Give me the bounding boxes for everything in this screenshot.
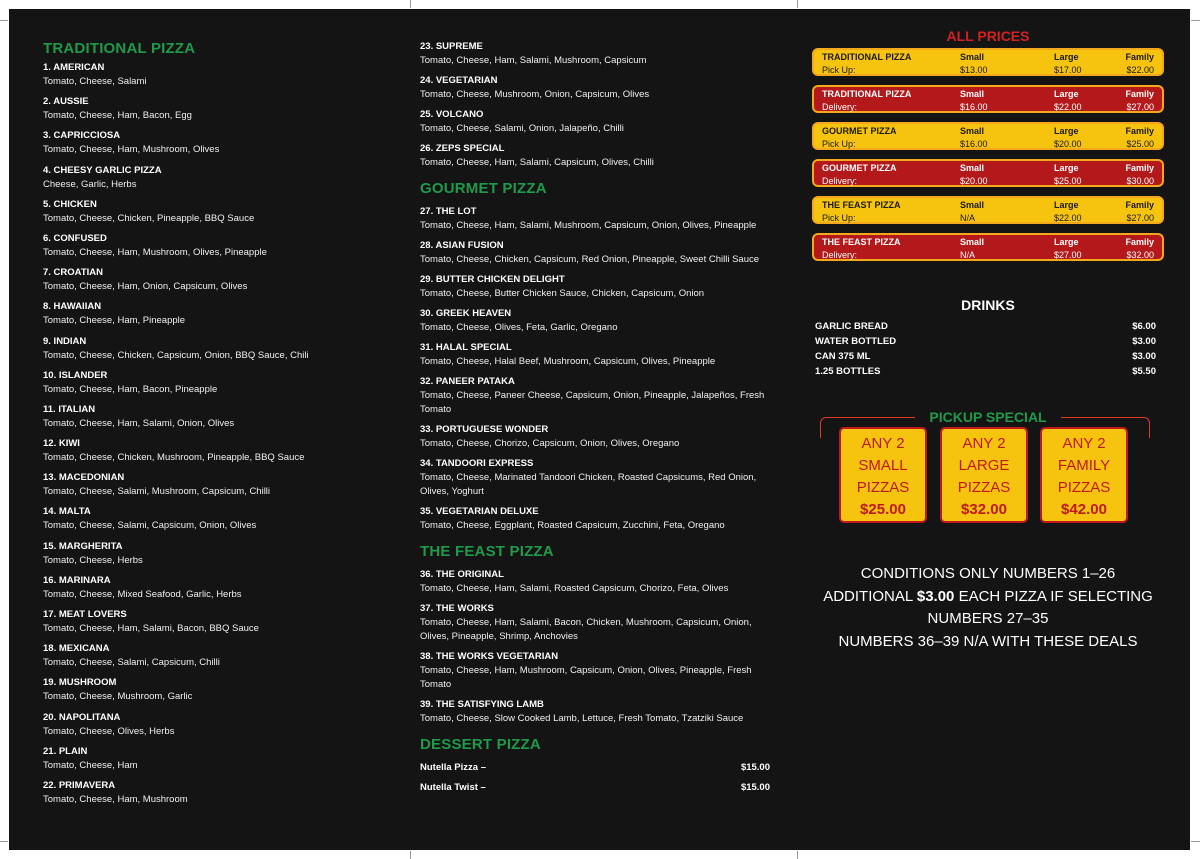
size-family-label: Family <box>1125 237 1154 247</box>
drink-name: CAN 375 ML <box>815 351 871 362</box>
menu-item <box>43 574 373 608</box>
pizza-name: 22. PRIMAVERA <box>43 779 116 791</box>
pizza-name: 32. PANEER PATAKA <box>420 376 515 387</box>
menu-item <box>43 95 373 129</box>
crop-mark <box>797 0 798 8</box>
pickup-deal-card <box>940 427 1028 523</box>
pizza-name: 17. MEAT LOVERS <box>43 609 127 620</box>
price-small: N/A <box>960 250 976 260</box>
size-small-label: Small <box>960 163 985 173</box>
price-family: $27.00 <box>1126 102 1154 112</box>
price-family: $32.00 <box>1126 250 1154 260</box>
deal-price: $32.00 <box>961 501 1007 518</box>
price-row-header <box>822 199 1154 212</box>
price-small: $20.00 <box>960 176 988 186</box>
pizza-ingredients: Tomato, Cheese, Salami, Capsicum, Chilli <box>43 657 220 669</box>
pizza-ingredients: Tomato, Cheese, Mixed Seafood, Garlic, Herbs <box>43 588 242 600</box>
menu-item <box>420 698 770 726</box>
pizza-ingredients: Tomato, Cheese, Chicken, Capsicum, Onion, BBQ Sauce, Chili <box>43 349 309 361</box>
dessert-item <box>420 761 770 775</box>
pizza-ingredients: Tomato, Cheese, Ham, Salami, Capsicum, Olives, Chilli <box>420 157 654 168</box>
pizza-name: 38. THE WORKS VEGETARIAN <box>420 651 559 662</box>
pizza-name: 21. PLAIN <box>43 745 88 757</box>
pizza-ingredients: Tomato, Cheese, Chicken, Capsicum, Red Onion, Pineapple, Sweet Chilli Sauce <box>420 254 760 265</box>
menu-item <box>43 437 373 471</box>
pizza-name: 36. THE ORIGINAL <box>420 569 504 580</box>
size-small-label: Small <box>960 52 985 62</box>
pizza-name: 11. ITALIAN <box>43 403 96 415</box>
drink-price: $6.00 <box>1132 321 1156 332</box>
price-box <box>812 85 1164 113</box>
price-row-values <box>822 249 1154 262</box>
menu-item <box>43 300 373 334</box>
menu-item <box>43 129 373 163</box>
crop-mark <box>0 20 8 21</box>
pizza-ingredients: Tomato, Cheese, Salami, Capsicum, Onion, Olives <box>43 520 257 532</box>
menu-item <box>420 142 770 170</box>
pizza-name: 35. VEGETARIAN DELUXE <box>420 506 539 517</box>
pizza-ingredients: Tomato, Cheese, Ham, Salami, Bacon, BBQ Sauce <box>43 623 259 634</box>
order-mode: Pick Up: <box>822 65 856 75</box>
menu-item <box>43 266 373 300</box>
pizza-name: 25. VOLCANO <box>420 109 484 120</box>
size-large-label: Large <box>1054 237 1079 247</box>
price-row-header <box>822 125 1154 138</box>
size-family-label: Family <box>1125 89 1154 99</box>
deal-line: SMALL <box>858 457 908 474</box>
order-mode: Pick Up: <box>822 213 856 223</box>
pickup-deal-card <box>1040 427 1128 523</box>
menu-item <box>43 232 373 266</box>
price-row-header <box>822 88 1154 101</box>
deal-line: PIZZAS <box>1057 479 1111 496</box>
size-large-label: Large <box>1054 163 1079 173</box>
order-mode: Delivery: <box>822 250 858 260</box>
pizza-ingredients: Tomato, Cheese, Marinated Tandoori Chicken, Roasted Capsicums, Red Onion, Olives, Yoghurt <box>420 472 757 497</box>
deal-conditions <box>812 563 1164 653</box>
pizza-ingredients: Tomato, Cheese, Butter Chicken Sauce, Chicken, Capsicum, Onion <box>420 288 705 299</box>
pizza-ingredients: Tomato, Cheese, Chorizo, Capsicum, Onion, Olives, Oregano <box>420 438 680 449</box>
pizza-ingredients: Tomato, Cheese, Chicken, Mushroom, Pineapple, BBQ Sauce <box>43 452 305 464</box>
price-row-values <box>822 64 1154 77</box>
pizza-ingredients: Tomato, Cheese, Ham, Mushroom, Olives <box>43 144 220 156</box>
pizza-ingredients: Tomato, Cheese, Ham, Mushroom <box>43 793 188 805</box>
price-small: $16.00 <box>960 139 988 149</box>
price-box <box>812 196 1164 224</box>
pizza-ingredients: Tomato, Cheese, Herbs <box>43 554 143 566</box>
menu-item <box>43 711 373 745</box>
menu-item <box>420 505 770 533</box>
pizza-category: TRADITIONAL PIZZA <box>822 52 912 62</box>
order-mode: Delivery: <box>822 176 858 186</box>
pizza-ingredients: Tomato, Cheese, Ham, Salami, Bacon, Chicken, Mushroom, Capsicum, Onion, Olives, Pineapple, Shrimp, Anchovies <box>420 617 752 642</box>
price-small: $13.00 <box>960 65 988 75</box>
drink-price: $5.50 <box>1132 366 1156 377</box>
price-row-header <box>822 236 1154 249</box>
price-row-values <box>822 138 1154 151</box>
drink-price: $3.00 <box>1132 336 1156 347</box>
drink-name: 1.25 BOTTLES <box>815 366 881 377</box>
drink-name: WATER BOTTLED <box>815 336 897 347</box>
traditional-list-continued <box>420 40 770 170</box>
conditions-line: NUMBERS 27–35 <box>927 610 1049 627</box>
crop-mark <box>0 841 8 842</box>
size-large-label: Large <box>1054 52 1079 62</box>
pizza-name: 37. THE WORKS <box>420 603 494 614</box>
menu-item <box>420 341 770 369</box>
deal-line: PIZZAS <box>856 479 910 496</box>
pizza-name: 13. MACEDONIAN <box>43 472 125 484</box>
price-large: $22.00 <box>1054 213 1082 223</box>
pizza-name: 4. CHEESY GARLIC PIZZA <box>43 164 162 176</box>
price-table <box>812 48 1164 261</box>
pizza-ingredients: Tomato, Cheese, Salami <box>43 76 147 87</box>
deal-line: ANY 2 <box>962 435 1006 452</box>
dessert-name: Nutella Pizza – <box>420 762 486 773</box>
menu-item <box>420 239 770 267</box>
size-small-label: Small <box>960 89 985 99</box>
price-large: $25.00 <box>1054 176 1082 186</box>
pizza-name: 24. VEGETARIAN <box>420 75 498 86</box>
pizza-ingredients: Tomato, Cheese, Olives, Feta, Garlic, Oregano <box>420 322 618 333</box>
pizza-name: 31. HALAL SPECIAL <box>420 342 512 353</box>
drink-item <box>812 349 1164 364</box>
dessert-price: $15.00 <box>740 762 770 773</box>
pizza-ingredients: Tomato, Cheese, Ham, Salami, Mushroom, Capsicum, Onion, Olives, Pineapple <box>420 220 757 231</box>
pizza-ingredients: Tomato, Cheese, Chicken, Pineapple, BBQ Sauce <box>43 212 255 224</box>
menu-item <box>420 650 770 692</box>
pizza-name: 2. AUSSIE <box>43 96 89 108</box>
price-box <box>812 159 1164 187</box>
pizza-name: 19. MUSHROOM <box>43 677 117 689</box>
size-family-label: Family <box>1125 163 1154 173</box>
section-title-dessert: DESSERT PIZZA <box>420 736 541 753</box>
pizza-ingredients: Tomato, Cheese, Ham <box>43 759 138 771</box>
dessert-name: Nutella Twist – <box>420 782 486 793</box>
price-large: $20.00 <box>1054 139 1082 149</box>
pizza-name: 18. MEXICANA <box>43 643 110 655</box>
dessert-price: $15.00 <box>740 782 770 793</box>
dessert-item <box>420 781 770 795</box>
pizza-ingredients: Tomato, Cheese, Halal Beef, Mushroom, Capsicum, Olives, Pineapple <box>420 356 716 367</box>
size-family-label: Family <box>1125 200 1154 210</box>
menu-item <box>420 602 770 644</box>
pizza-name: 12. KIWI <box>43 438 80 450</box>
pizza-name: 34. TANDOORI EXPRESS <box>420 458 534 469</box>
size-family-label: Family <box>1125 126 1154 136</box>
pizza-ingredients: Tomato, Cheese, Ham, Salami, Mushroom, Capsicum <box>420 55 647 66</box>
order-mode: Pick Up: <box>822 139 856 149</box>
menu-item <box>420 375 770 417</box>
feast-list <box>420 568 770 726</box>
pizza-name: 14. MALTA <box>43 506 91 518</box>
price-box <box>812 48 1164 76</box>
deal-line: ANY 2 <box>861 435 905 452</box>
menu-item <box>43 779 373 813</box>
menu-item <box>43 745 373 779</box>
price-box <box>812 122 1164 150</box>
order-mode: Delivery: <box>822 102 858 112</box>
price-large: $17.00 <box>1054 65 1082 75</box>
pizza-ingredients: Tomato, Cheese, Ham, Mushroom, Capsicum, Onion, Olives, Pineapple, Fresh Tomato <box>420 665 752 690</box>
price-large: $27.00 <box>1054 250 1082 260</box>
deal-price: $42.00 <box>1061 501 1107 518</box>
traditional-column <box>43 40 373 813</box>
crop-mark <box>797 851 798 859</box>
menu-item <box>420 307 770 335</box>
conditions-line: ADDITIONAL $3.00 EACH PIZZA IF SELECTING <box>823 587 1153 605</box>
pizza-ingredients: Tomato, Cheese, Slow Cooked Lamb, Lettuce, Fresh Tomato, Tzatziki Sauce <box>420 713 744 724</box>
size-small-label: Small <box>960 237 985 247</box>
drink-item <box>812 334 1164 349</box>
conditions-line: CONDITIONS ONLY NUMBERS 1–26 <box>860 565 1116 582</box>
menu-item <box>43 540 373 574</box>
pizza-ingredients: Tomato, Cheese, Ham, Pineapple <box>43 315 186 327</box>
price-row-values <box>822 101 1154 114</box>
pizza-ingredients: Tomato, Cheese, Mushroom, Garlic <box>43 691 193 703</box>
size-family-label: Family <box>1125 52 1154 62</box>
deal-line: PIZZAS <box>957 479 1011 496</box>
size-small-label: Small <box>960 126 985 136</box>
drinks-list <box>812 319 1164 379</box>
price-box <box>812 233 1164 261</box>
middle-column <box>420 40 770 801</box>
drink-item <box>812 319 1164 334</box>
price-family: $22.00 <box>1126 65 1154 75</box>
drinks-title: DRINKS <box>961 297 1015 313</box>
pizza-name: 33. PORTUGUESE WONDER <box>420 424 549 435</box>
drink-item <box>812 364 1164 379</box>
menu-item <box>420 40 770 68</box>
pizza-ingredients: Tomato, Cheese, Salami, Onion, Jalapeño, Chilli <box>420 123 624 134</box>
deal-line: FAMILY <box>1057 457 1111 474</box>
menu-item <box>420 74 770 102</box>
pizza-ingredients: Tomato, Cheese, Ham, Mushroom, Olives, Pineapple <box>43 246 267 258</box>
pizza-name: 9. INDIAN <box>43 335 87 347</box>
prices-column <box>812 28 1164 653</box>
drink-name: GARLIC BREAD <box>815 321 888 332</box>
pizza-name: 6. CONFUSED <box>43 232 107 244</box>
pizza-name: 10. ISLANDER <box>43 369 108 381</box>
price-large: $22.00 <box>1054 102 1082 112</box>
menu-item <box>420 205 770 233</box>
pizza-ingredients: Tomato, Cheese, Eggplant, Roasted Capsicum, Zucchini, Feta, Oregano <box>420 520 725 531</box>
deal-price: $25.00 <box>860 501 906 518</box>
pizza-name: 39. THE SATISFYING LAMB <box>420 699 544 710</box>
pizza-name: 5. CHICKEN <box>43 198 97 210</box>
pizza-name: 15. MARGHERITA <box>43 540 123 552</box>
pizza-ingredients: Tomato, Cheese, Ham, Salami, Onion, Olives <box>43 417 235 429</box>
menu-item <box>43 642 373 676</box>
price-row-header <box>822 162 1154 175</box>
price-small: $16.00 <box>960 102 988 112</box>
traditional-list <box>43 61 373 813</box>
price-family: $25.00 <box>1126 139 1154 149</box>
gourmet-list <box>420 205 770 533</box>
section-title-traditional: TRADITIONAL PIZZA <box>43 40 196 57</box>
size-large-label: Large <box>1054 200 1079 210</box>
pizza-name: 28. ASIAN FUSION <box>420 240 504 251</box>
pizza-ingredients: Tomato, Cheese, Mushroom, Onion, Capsicum, Olives <box>420 89 650 100</box>
menu-item <box>420 423 770 451</box>
menu-item <box>43 608 373 642</box>
pizza-ingredients: Tomato, Cheese, Paneer Cheese, Capsicum, Onion, Pineapple, Jalapeños, Fresh Tomato <box>420 390 765 415</box>
pizza-name: 7. CROATIAN <box>43 267 103 279</box>
price-family: $27.00 <box>1126 213 1154 223</box>
all-prices-title: ALL PRICES <box>946 28 1030 44</box>
menu-item <box>420 108 770 136</box>
menu-item <box>43 164 373 198</box>
pizza-name: 27. THE LOT <box>420 206 477 217</box>
pizza-name: 26. ZEPS SPECIAL <box>420 143 505 154</box>
pizza-name: 1. AMERICAN <box>43 62 105 73</box>
conditions-line: NUMBERS 36–39 N/A WITH THESE DEALS <box>838 632 1138 650</box>
menu-item <box>43 471 373 505</box>
menu-item <box>43 403 373 437</box>
pizza-ingredients: Tomato, Cheese, Ham, Bacon, Pineapple <box>43 383 218 395</box>
pizza-ingredients: Tomato, Cheese, Ham, Bacon, Egg <box>43 110 192 122</box>
size-small-label: Small <box>960 200 985 210</box>
section-title-feast: THE FEAST PIZZA <box>420 543 554 560</box>
pizza-name: 29. BUTTER CHICKEN DELIGHT <box>420 274 565 285</box>
pizza-category: GOURMET PIZZA <box>822 163 897 173</box>
menu-item <box>420 457 770 499</box>
pizza-category: GOURMET PIZZA <box>822 126 897 136</box>
pizza-category: THE FEAST PIZZA <box>822 237 901 247</box>
pizza-category: THE FEAST PIZZA <box>822 200 901 210</box>
pizza-name: 23. SUPREME <box>420 41 483 52</box>
menu-item <box>420 273 770 301</box>
pickup-special <box>812 411 1164 531</box>
pizza-name: 16. MARINARA <box>43 574 111 586</box>
menu-item <box>43 676 373 710</box>
pizza-ingredients: Tomato, Cheese, Ham, Salami, Roasted Capsicum, Chorizo, Feta, Olives <box>420 583 729 594</box>
pizza-ingredients: Cheese, Garlic, Herbs <box>43 178 137 190</box>
pickup-special-title: PICKUP SPECIAL <box>915 409 1060 425</box>
crop-mark <box>1191 841 1200 842</box>
crop-mark <box>410 0 411 8</box>
pickup-deal-card <box>839 427 927 523</box>
price-row-values <box>822 212 1154 225</box>
menu-item <box>43 369 373 403</box>
deal-line: ANY 2 <box>1062 435 1106 452</box>
deal-line: LARGE <box>958 457 1010 474</box>
pizza-ingredients: Tomato, Cheese, Ham, Onion, Capsicum, Olives <box>43 281 248 293</box>
price-family: $30.00 <box>1126 176 1154 186</box>
price-row-values <box>822 175 1154 188</box>
price-small: N/A <box>960 213 976 223</box>
menu-item <box>43 198 373 232</box>
size-large-label: Large <box>1054 126 1079 136</box>
crop-mark <box>410 851 411 859</box>
pizza-ingredients: Tomato, Cheese, Salami, Mushroom, Capsicum, Chilli <box>43 486 271 498</box>
price-row-header <box>822 51 1154 64</box>
drink-price: $3.00 <box>1132 351 1156 362</box>
pizza-name: 30. GREEK HEAVEN <box>420 308 512 319</box>
pizza-category: TRADITIONAL PIZZA <box>822 89 912 99</box>
menu-item <box>43 505 373 539</box>
crop-mark <box>1191 20 1200 21</box>
pizza-name: 3. CAPRICCIOSA <box>43 130 121 142</box>
pizza-name: 8. HAWAIIAN <box>43 301 102 313</box>
menu-item <box>420 568 770 596</box>
pizza-name: 20. NAPOLITANA <box>43 711 121 723</box>
dessert-list <box>420 761 770 795</box>
size-large-label: Large <box>1054 89 1079 99</box>
menu-item <box>43 335 373 369</box>
section-title-gourmet: GOURMET PIZZA <box>420 180 547 197</box>
pizza-ingredients: Tomato, Cheese, Olives, Herbs <box>43 725 175 737</box>
menu-item <box>43 61 373 95</box>
